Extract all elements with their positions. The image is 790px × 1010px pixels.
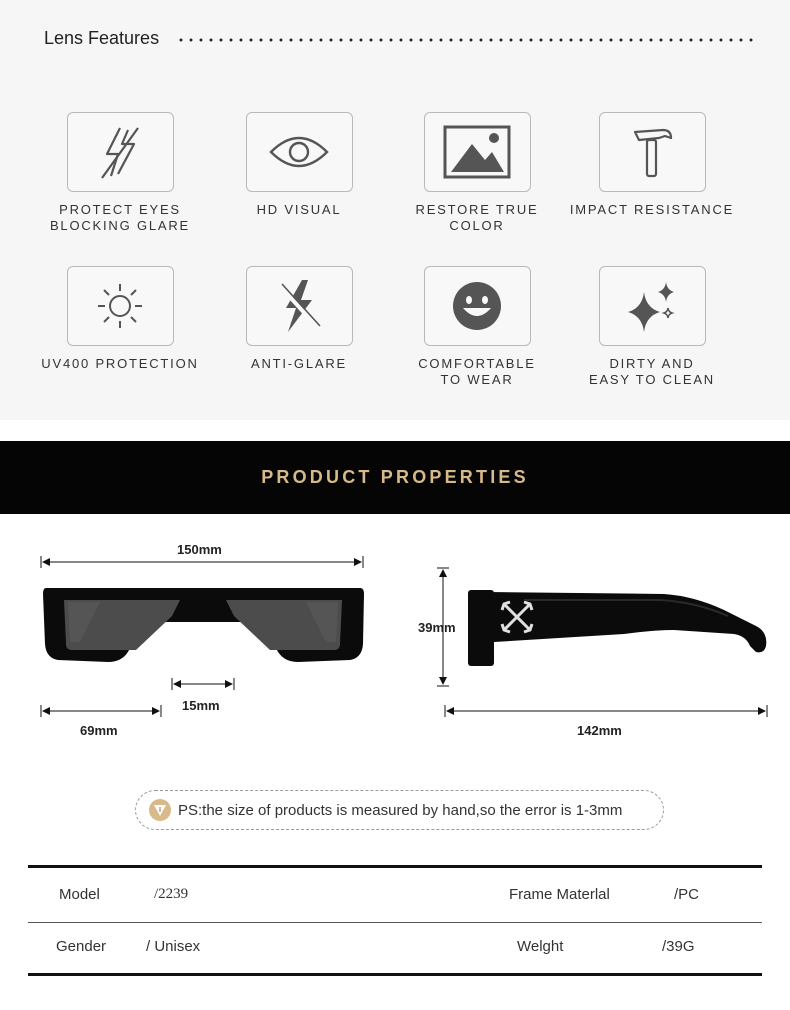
feature-anti-glare xyxy=(209,266,389,372)
feature-uv400 xyxy=(30,266,210,372)
lens-width-label: 69mm xyxy=(80,723,118,738)
eye-icon xyxy=(246,112,353,192)
sun-icon xyxy=(67,266,174,346)
feature-label: DIRTY AND EASY TO CLEAN xyxy=(588,356,715,387)
glasses-side-view xyxy=(464,586,770,670)
smiley-icon xyxy=(424,266,531,346)
lens-features-section xyxy=(0,0,790,420)
feature-label: IMPACT RESISTANCE xyxy=(569,202,735,217)
feature-restore-color xyxy=(387,112,567,234)
glasses-front-view xyxy=(40,582,366,668)
table-bottom-rule xyxy=(28,973,762,976)
feature-impact-resistance xyxy=(562,112,742,218)
image-mountain-icon xyxy=(424,112,531,192)
lightning-slash-icon xyxy=(67,112,174,192)
feature-label: ANTI-GLARE xyxy=(250,356,347,371)
feature-label: UV400 PROTECTION xyxy=(41,356,199,371)
feature-label: RESTORE TRUE COLOR xyxy=(415,202,539,233)
feature-easy-clean xyxy=(562,266,742,388)
model-label: Model xyxy=(59,886,100,903)
frame-material-value: /PC xyxy=(674,886,700,903)
note-text: PS:the size of products is measured by hand,so the error is 1-3mm xyxy=(178,801,623,819)
model-value: /2239 xyxy=(154,886,189,902)
measurement-note xyxy=(135,790,664,830)
feature-label: COMFORTABLE TO WEAR xyxy=(418,356,536,387)
dotted-divider xyxy=(176,36,754,44)
weight-value: /39G xyxy=(662,938,695,955)
bridge-width-label: 15mm xyxy=(182,698,220,713)
feature-protect-eyes xyxy=(30,112,210,234)
warning-icon xyxy=(148,798,172,822)
banner-title: PRODUCT PROPERTIES xyxy=(261,467,529,487)
lens-height-label: 39mm xyxy=(418,620,456,635)
table-top-rule xyxy=(28,865,762,868)
feature-label: HD VISUAL xyxy=(256,202,342,217)
feature-comfortable xyxy=(387,266,567,388)
feature-hd-visual xyxy=(209,112,389,218)
sparkle-icon xyxy=(599,266,706,346)
total-width-label: 150mm xyxy=(177,542,222,557)
feature-label: PROTECT EYES BLOCKING GLARE xyxy=(49,202,191,233)
gender-value: / Unisex xyxy=(146,938,201,955)
broken-lightning-icon xyxy=(246,266,353,346)
lens-features-title: Lens Features xyxy=(44,28,160,48)
frame-material-label: Frame Materlal xyxy=(509,886,610,903)
gender-label: Gender xyxy=(56,938,107,955)
table-mid-rule xyxy=(28,922,762,923)
weight-label: Welght xyxy=(517,938,564,955)
hammer-icon xyxy=(599,112,706,192)
temple-length-label: 142mm xyxy=(577,723,622,738)
product-properties-banner xyxy=(0,441,790,514)
